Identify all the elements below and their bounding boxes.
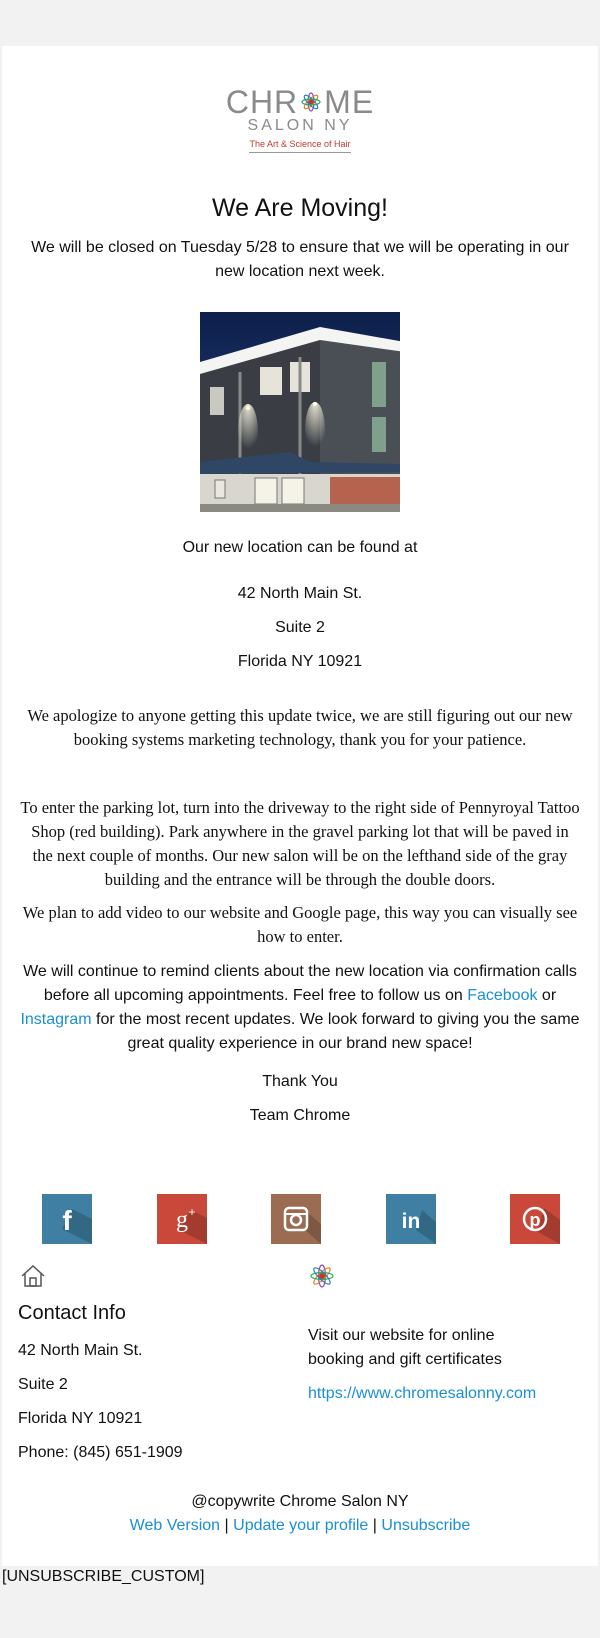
chrome-salon-logo [2, 86, 598, 153]
email-body [2, 46, 598, 1566]
footer-separator: | [224, 1517, 229, 1534]
contact-address-3: Florida NY 10921 [18, 1410, 143, 1427]
contact-address-1: 42 North Main St. [18, 1342, 143, 1359]
web-version-link[interactable]: Web Version [129, 1517, 221, 1534]
flower-logo-icon [299, 90, 323, 114]
facebook-link[interactable]: Facebook [467, 987, 538, 1004]
address-line-2: Suite 2 [275, 619, 325, 636]
new-building-photo [200, 312, 400, 512]
page-title: We Are Moving! [211, 194, 388, 222]
pinterest-social-button[interactable] [510, 1194, 560, 1244]
contact-address-2: Suite 2 [18, 1376, 68, 1393]
unsubscribe-custom-placeholder: [UNSUBSCRIBE_CUSTOM] [2, 1568, 205, 1585]
parking-instructions: To enter the parking lot, turn into the driveway to the right side of Pennyroyal Tattoo Shop (red building). Park anywhere in the gravel parking lot that will be paved in the next couple of months. Our new salon will be on the lefthand side of the gray building and the entrance will be through the double doors. [20, 798, 580, 889]
logo-subtitle: SALON NY [247, 117, 353, 134]
instagram-link[interactable]: Instagram [20, 1011, 92, 1028]
reminder-text-2: or [537, 987, 557, 1004]
closure-notice: We will be closed on Tuesday 5/28 to ensure that we will be operating in our new location next week. [31, 239, 569, 280]
home-icon [20, 1264, 46, 1288]
logo-word-right: ME [324, 84, 375, 120]
thank-you-text: Thank You [262, 1073, 338, 1090]
google-plus-icon [157, 1194, 207, 1244]
svg-text:g: g [176, 1207, 188, 1233]
location-intro: Our new location can be found at [182, 539, 418, 556]
website-promo-text: Visit our website for online booking and gift certificates [308, 1327, 502, 1368]
flower-icon [308, 1262, 336, 1290]
linkedin-icon [386, 1194, 436, 1244]
reminder-text-3: for the most recent updates. We look forward to giving you the same great quality experience in our brand new space! [91, 1011, 580, 1052]
instagram-social-button[interactable] [271, 1194, 321, 1244]
svg-text:+: + [188, 1205, 196, 1219]
unsubscribe-link[interactable]: Unsubscribe [381, 1517, 471, 1534]
address-line-1: 42 North Main St. [237, 585, 363, 602]
svg-text:p: p [529, 1210, 541, 1230]
logo-word-left: CHR [225, 84, 299, 120]
update-profile-link[interactable]: Update your profile [233, 1517, 369, 1534]
contact-info-title: Contact Info [18, 1302, 126, 1324]
apology-paragraph: We apologize to anyone getting this update twice, we are still figuring out our new booking systems marketing technology, thank you for your patience. [27, 706, 573, 749]
video-note: We plan to add video to our website and Google page, this way you can visually see how to enter. [22, 903, 578, 946]
instagram-icon [271, 1194, 321, 1244]
svg-text:f: f [62, 1205, 72, 1236]
svg-text:in: in [401, 1210, 421, 1233]
pinterest-icon [510, 1194, 560, 1244]
team-signature: Team Chrome [249, 1107, 351, 1124]
facebook-icon [42, 1194, 92, 1244]
address-line-3: Florida NY 10921 [237, 653, 363, 670]
reminder-text-1: We will continue to remind clients about the new location via confirmation calls before all upcoming appointments. Feel free to follow us on [23, 963, 577, 1004]
reminder-paragraph [20, 960, 580, 1056]
linkedin-social-button[interactable] [386, 1194, 436, 1244]
website-link[interactable]: https://www.chromesalonny.com [308, 1385, 537, 1402]
logo-tagline: The Art & Science of Hair [249, 138, 350, 153]
facebook-social-button[interactable] [42, 1194, 92, 1244]
google-plus-social-button[interactable] [157, 1194, 207, 1244]
copyright-text: @copywrite Chrome Salon NY [191, 1493, 409, 1510]
footer-links [2, 1514, 598, 1538]
footer-separator: | [372, 1517, 377, 1534]
contact-phone: Phone: (845) 651-1909 [18, 1444, 183, 1461]
